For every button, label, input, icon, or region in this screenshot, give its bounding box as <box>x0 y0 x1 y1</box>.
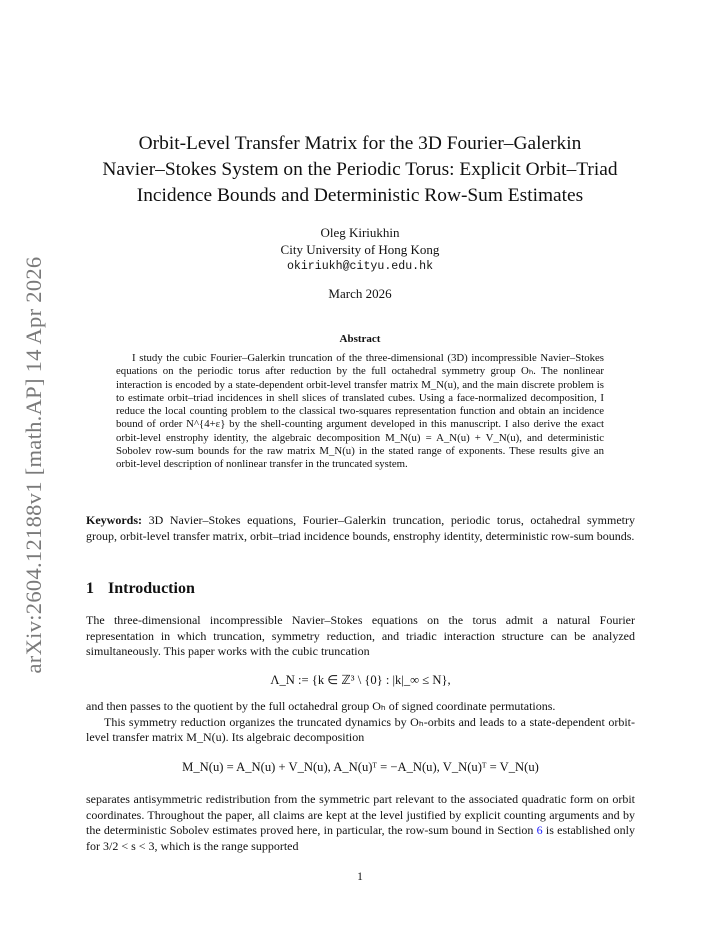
section-title: Introduction <box>108 580 195 597</box>
intro-paragraph-2 <box>86 699 635 746</box>
abstract-text: I study the cubic Fourier–Galerkin truncation of the three-dimensional (3D) incompressible Navier–Stokes equations on the periodic torus after reduction by the full octahedral symmetry group Oₕ. The nonlinear interaction is encoded by a state-dependent orbit-level transfer matrix M_N(u), and the main discrete problem is to estimate orbit–triad incidences in shell slices of translated cubes. Using a face-normalized decomposition, I reduce the local counting problem to the classical two-squares representation function and obtain an incidence bound of order N^{4+ε} by the shell-counting argument developed in this manuscript. I also derive the exact orbit-level enstrophy identity, the algebraic decomposition M_N(u) = A_N(u) + V_N(u), and deterministic Sobolev row-sum bounds for the raw matrix M_N(u) in the stated range of exponents. These results give an orbit-level description of nonlinear transfer in the truncated system. <box>116 352 604 471</box>
keywords-text: 3D Navier–Stokes equations, Fourier–Galerkin truncation, periodic torus, octahedral symmetry group, orbit-level transfer matrix, orbit–triad incidence bounds, enstrophy identity, deterministic row-sum bounds. <box>86 513 636 543</box>
keywords-label: Keywords: <box>86 513 142 527</box>
keywords <box>86 513 635 544</box>
arxiv-side-stamp: arXiv:2604.12188v1 [math.AP] 14 Apr 2026 <box>21 256 46 674</box>
intro-paragraph-3 <box>86 792 635 854</box>
section-number: 1 <box>86 580 94 597</box>
intro-paragraph-1: The three-dimensional incompressible Navier–Stokes equations on the torus admit a natural Fourier representation in which truncation, symmetry reduction, and triadic interaction structure can be analyzed simultaneously. This paper works with the cubic truncation <box>86 613 635 659</box>
intro-paragraph-3a: separates antisymmetric redistribution from the symmetric part relevant to the associated quadratic form on orbit coordinates. Throughout the paper, all claims are kept at the level justified by explicit counting arguments and by the deterministic Sobolev estimates proved here, in particular, the row-sum bound in Section <box>86 792 635 838</box>
intro-paragraph-2b: This symmetry reduction organizes the truncated dynamics by Oₕ-orbits and leads to a state-dependent orbit-level transfer matrix M_N(u). Its algebraic decomposition <box>86 714 635 745</box>
paper-title <box>70 131 650 209</box>
author-name: Oleg Kiriukhin <box>320 225 400 240</box>
section-heading <box>86 580 195 598</box>
page-number: 1 <box>357 871 363 883</box>
intro-paragraph-2a: and then passes to the quotient by the full octahedral group Oₕ of signed coordinate permutations. <box>86 699 556 713</box>
paper-date: March 2026 <box>328 286 392 301</box>
author-block <box>160 224 560 275</box>
title-line-2: Navier–Stokes System on the Periodic Torus: Explicit Orbit–Triad <box>102 159 618 180</box>
equation-decomposition: M_N(u) = A_N(u) + V_N(u), A_N(u)ᵀ = −A_N(u), V_N(u)ᵀ = V_N(u) <box>182 760 539 774</box>
author-email[interactable]: okiriukh@cityu.edu.hk <box>286 260 434 273</box>
section-ref-link[interactable]: 6 <box>536 823 543 838</box>
title-line-3: Incidence Bounds and Deterministic Row-Sum Estimates <box>136 185 584 206</box>
equation-cubic-truncation: Λ_N := {k ∈ ℤ³ \ {0} : |k|_∞ ≤ N}, <box>270 673 451 687</box>
author-affiliation: City University of Hong Kong <box>280 242 440 257</box>
title-line-1: Orbit-Level Transfer Matrix for the 3D Fourier–Galerkin <box>138 133 582 154</box>
intro-paragraph-3b: is established only for 3/2 < s < 3, which is the range supported <box>86 823 636 853</box>
abstract-heading: Abstract <box>339 333 381 345</box>
